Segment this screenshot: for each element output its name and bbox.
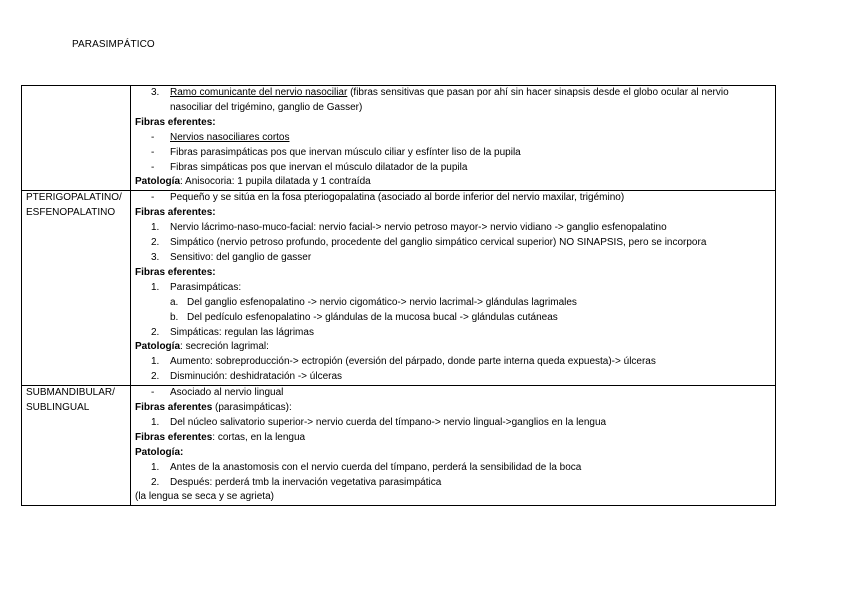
bullet-dash: - bbox=[151, 131, 155, 143]
list-item-text: Aumento: sobreproducción-> ectropión (eversión del párpado, donde parte interna queda expuesta)-> úlceras bbox=[170, 356, 656, 368]
list-item-text: Después: perderá tmb la inervación vegetativa parasimpática bbox=[170, 476, 442, 488]
section-label: Patología: bbox=[135, 446, 184, 458]
table-row bbox=[22, 191, 776, 386]
list-number: 3. bbox=[151, 87, 160, 98]
list-item-text: Pequeño y se sitúa en la fosa pteriogopalatina (asociado al borde inferior del nervio maxilar, trigémino) bbox=[170, 192, 625, 204]
section-label: Fibras aferentes bbox=[135, 402, 213, 414]
list-item bbox=[135, 191, 773, 206]
list-item bbox=[135, 86, 773, 116]
list-item-text: Fibras simpáticas pos que inervan el músculo dilatador de la pupila bbox=[170, 161, 468, 173]
list-item-text: Parasimpáticas: bbox=[170, 281, 242, 293]
section-cell bbox=[22, 86, 131, 191]
list-item-text: Simpático (nervio petroso profundo, procedente del ganglio simpático cervical superior) NO SINAPSIS, pero se incorpora bbox=[170, 237, 707, 249]
nasociliar-link-text: Ramo comunicante del nervio nasociliar bbox=[170, 87, 348, 98]
list-number: 2. bbox=[151, 237, 160, 249]
list-letter: b. bbox=[170, 311, 179, 323]
list-item bbox=[135, 236, 773, 251]
list-item-text: Fibras parasimpáticas pos que inervan músculo ciliar y esfínter liso de la pupila bbox=[170, 146, 521, 158]
section-label: Patología bbox=[135, 176, 181, 188]
list-letter: a. bbox=[170, 296, 179, 308]
section-title: PTERIGOPALATINO/ bbox=[26, 192, 122, 204]
section-label-detail: (parasimpáticas): bbox=[212, 402, 292, 414]
pathology-text: : secreción lagrimal: bbox=[180, 341, 269, 353]
list-item-text: Simpáticas: regulan las lágrimas bbox=[170, 326, 314, 338]
afferent-line bbox=[135, 401, 773, 416]
list-item bbox=[135, 476, 773, 491]
table-row bbox=[22, 386, 776, 506]
list-item bbox=[135, 281, 773, 296]
section-label: Patología bbox=[135, 341, 181, 353]
pathology-line bbox=[135, 175, 773, 190]
list-number: 1. bbox=[151, 461, 160, 473]
list-item bbox=[135, 461, 773, 476]
list-item-text: Nervio lácrimo-naso-muco-facial: nervio facial-> nervio petroso mayor-> nervio vidiano -> ganglio esfenopalatino bbox=[170, 222, 667, 234]
section-cell bbox=[22, 191, 131, 386]
list-item-text: Nervios nasociliares cortos bbox=[170, 131, 290, 143]
bullet-dash: - bbox=[151, 387, 155, 399]
list-number: 2. bbox=[151, 371, 160, 383]
list-item bbox=[135, 370, 773, 385]
list-item bbox=[135, 355, 773, 370]
list-item bbox=[135, 251, 773, 266]
list-number: 1. bbox=[151, 222, 160, 234]
list-number: 2. bbox=[151, 326, 160, 338]
list-number: 1. bbox=[151, 281, 160, 293]
note-text: (la lengua se seca y se agrieta) bbox=[135, 491, 274, 503]
bullet-dash: - bbox=[151, 161, 155, 173]
efferent-line bbox=[135, 431, 773, 446]
bullet-dash: - bbox=[151, 192, 155, 204]
content-cell bbox=[131, 386, 776, 506]
table-row bbox=[22, 86, 776, 191]
list-number: 3. bbox=[151, 251, 160, 263]
list-number: 2. bbox=[151, 476, 160, 488]
section-label: Fibras eferentes: bbox=[135, 116, 216, 128]
section-title: SUBMANDIBULAR/ bbox=[26, 387, 115, 399]
section-title: SUBLINGUAL bbox=[26, 402, 90, 414]
list-item-text: Antes de la anastomosis con el nervio cuerda del tímpano, perderá la sensibilidad de la boca bbox=[170, 461, 582, 473]
content-cell bbox=[131, 191, 776, 386]
section-cell bbox=[22, 386, 131, 506]
list-item-text: Del pedículo esfenopalatino -> glándulas de la mucosa bucal -> glándulas cutáneas bbox=[187, 311, 558, 323]
parasympathetic-ganglia-table bbox=[21, 85, 776, 506]
page-title: PARASIMPÁTICO bbox=[72, 39, 155, 50]
sub-list-item bbox=[135, 311, 773, 326]
list-item bbox=[135, 221, 773, 236]
list-item-text: Sensitivo: del ganglio de gasser bbox=[170, 251, 312, 263]
list-item bbox=[135, 146, 773, 161]
list-item bbox=[135, 131, 773, 146]
section-label-detail: : cortas, en la lengua bbox=[212, 431, 306, 443]
bullet-dash: - bbox=[151, 146, 155, 158]
list-item-text: Del núcleo salivatorio superior-> nervio cuerda del tímpano-> nervio lingual->ganglios en la lengua bbox=[170, 416, 607, 428]
pathology-line bbox=[135, 340, 773, 355]
section-label: Fibras eferentes: bbox=[135, 266, 216, 278]
list-item bbox=[135, 416, 773, 431]
sub-list-item bbox=[135, 296, 773, 311]
list-item-text: Asociado al nervio lingual bbox=[170, 387, 284, 399]
list-item bbox=[135, 326, 773, 341]
list-item-text: Del ganglio esfenopalatino -> nervio cigomático-> nervio lacrimal-> glándulas lagrimales bbox=[187, 296, 577, 308]
list-number: 1. bbox=[151, 356, 160, 368]
pathology-text: : Anisocoria: 1 pupila dilatada y 1 contraída bbox=[180, 176, 371, 188]
section-label: Fibras aferentes: bbox=[135, 207, 216, 219]
list-item-text: Disminución: deshidratación -> úlceras bbox=[170, 371, 343, 383]
section-title: ESFENOPALATINO bbox=[26, 207, 116, 219]
list-number: 1. bbox=[151, 416, 160, 428]
list-item bbox=[135, 386, 773, 401]
section-label: Fibras eferentes bbox=[135, 431, 213, 443]
list-item-text: (fibras sensitivas que pasan por ahí sin hacer sinapsis desde el globo ocular al nervio nasociliar del trigémino, ganglio de Gasser) bbox=[170, 87, 729, 113]
list-item bbox=[135, 161, 773, 176]
content-cell bbox=[131, 86, 776, 191]
